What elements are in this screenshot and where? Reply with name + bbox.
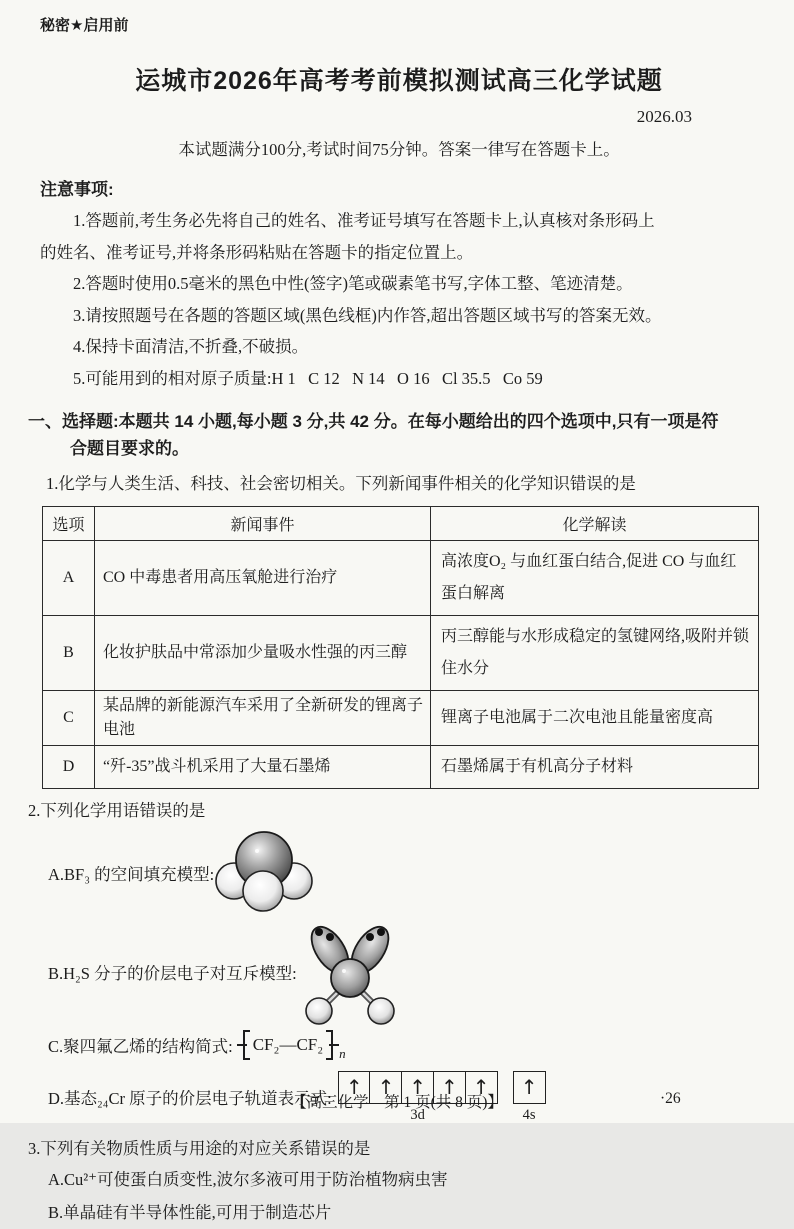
q2-option-c-label: C.聚四氟乙烯的结构简式: <box>48 1037 233 1056</box>
orbital-box: ↑ <box>401 1071 434 1104</box>
chem-interpretation: 锂离子电池属于二次电池且能量密度高 <box>431 691 759 746</box>
q2-option-b <box>40 919 758 1025</box>
col-header-interpretation: 化学解读 <box>431 507 759 541</box>
classification-label: 秘密★启用前 <box>40 17 129 34</box>
chem-interpretation: 高浓度O₂ 与血红蛋白结合,促进 CO 与血红蛋白解离 <box>431 541 759 616</box>
footer-paper-code: ·26 <box>660 1090 681 1107</box>
chem-interpretation: 石墨烯属于有机高分子材料 <box>431 746 759 789</box>
news-event: CO 中毒患者用高压氧舱进行治疗 <box>95 541 431 616</box>
chem-interpretation: 丙三醇能与水形成稳定的氢键网络,吸附并锁住水分 <box>431 616 759 691</box>
section-1-header <box>28 408 758 462</box>
q2-option-b-label: B.H₂S 分子的价层电子对互斥模型: <box>48 964 297 983</box>
right-bond-dash <box>329 1044 339 1046</box>
question-1-table <box>42 506 759 789</box>
orbital-box: ↑ <box>465 1071 498 1104</box>
notice-item: 3.请按照题号在各题的答题区域(黑色线框)内作答,超出答题区域书写的答案无效。 <box>73 305 662 325</box>
q2-option-a-label: A.BF₃ 的空间填充模型: <box>48 865 215 884</box>
news-event: 某品牌的新能源汽车采用了全新研发的锂离子电池 <box>95 691 431 746</box>
orbital-box: ↑ <box>338 1071 371 1104</box>
notice-heading: 注意事项: <box>40 180 114 199</box>
option-letter: D <box>43 746 95 789</box>
notice-item: 2.答题时使用0.5毫米的黑色中性(签字)笔或碳素笔书写,字体工整、笔迹清楚。 <box>73 274 633 293</box>
h2s-vsepr-model-image <box>297 918 403 1026</box>
col-header-option: 选项 <box>43 507 95 541</box>
question-2-stem: 2.下列化学用语错误的是 <box>28 801 206 820</box>
ptfe-polymer-formula <box>237 1030 346 1060</box>
table-row <box>43 541 759 616</box>
option-letter: A <box>43 541 95 616</box>
notice-item: 4.保持卡面清洁,不折叠,不破损。 <box>73 337 309 356</box>
q3-option-b: B.单晶硅有半导体性能,可用于制造芯片 <box>48 1203 332 1222</box>
page-title: 运城市2026年高考考前模拟测试高三化学试题 <box>135 67 663 95</box>
orbital-box: ↑ <box>433 1071 466 1104</box>
q2-option-d-label: D.基态₂₄Cr 原子的价层电子轨道表示式: <box>48 1089 332 1108</box>
notice-list <box>40 205 758 394</box>
q3-option-a: A.Cu²⁺可使蛋白质变性,波尔多液可用于防治植物病虫害 <box>48 1170 448 1189</box>
option-letter: C <box>43 691 95 746</box>
exam-date: 2026.03 <box>636 107 692 126</box>
q2-option-a <box>40 827 758 919</box>
table-header-row <box>43 507 759 541</box>
orbital-4s-label: 4s <box>522 1106 536 1123</box>
notice-item-atomic-masses: 5.可能用到的相对原子质量:H 1 C 12 N 14 O 16 Cl 35.5 Co 59 <box>73 368 543 388</box>
orbital-box: ↑ <box>369 1071 402 1104</box>
repeat-unit-formula: CF₂—CF₂ <box>252 1035 324 1054</box>
orbital-box: ↑ <box>513 1071 546 1104</box>
footer-page-indicator: 【高三化学 第 1 页(共 8 页)】 <box>291 1094 503 1111</box>
table-row <box>43 746 759 789</box>
news-event: “歼-35”战斗机采用了大量石墨烯 <box>95 746 431 789</box>
notice-item-continuation: 的姓名、准考证号,并将条形码粘贴在答题卡的指定位置上。 <box>40 242 474 262</box>
orbital-3d-label: 3d <box>410 1106 425 1123</box>
bf3-space-filling-model-image <box>214 828 314 918</box>
question-1-stem: 1.化学与人类生活、科技、社会密切相关。下列新闻事件相关的化学知识错误的是 <box>46 474 636 493</box>
q2-option-c <box>40 1027 758 1063</box>
polymer-subscript-n: n <box>339 1046 346 1061</box>
news-event: 化妆护肤品中常添加少量吸水性强的丙三醇 <box>95 616 431 691</box>
option-letter: B <box>43 616 95 691</box>
table-row <box>43 616 759 691</box>
notice-item: 1.答题前,考生务必先将自己的姓名、准考证号填写在答题卡上,认真核对条形码上 <box>73 211 655 230</box>
col-header-event: 新闻事件 <box>95 507 431 541</box>
section-1-header-line1: 一、选择题:本题共 14 小题,每小题 3 分,共 42 分。在每小题给出的四个选项中,只有一项是符 <box>28 412 719 431</box>
left-polymer-bracket <box>243 1030 250 1060</box>
section-1-header-line2: 合题目要求的。 <box>70 439 189 458</box>
exam-info-line: 本试题满分100分,考试时间75分钟。答案一律写在答题卡上。 <box>178 140 620 159</box>
table-row <box>43 691 759 746</box>
question-3-stem: 3.下列有关物质性质与用途的对应关系错误的是 <box>28 1139 371 1158</box>
